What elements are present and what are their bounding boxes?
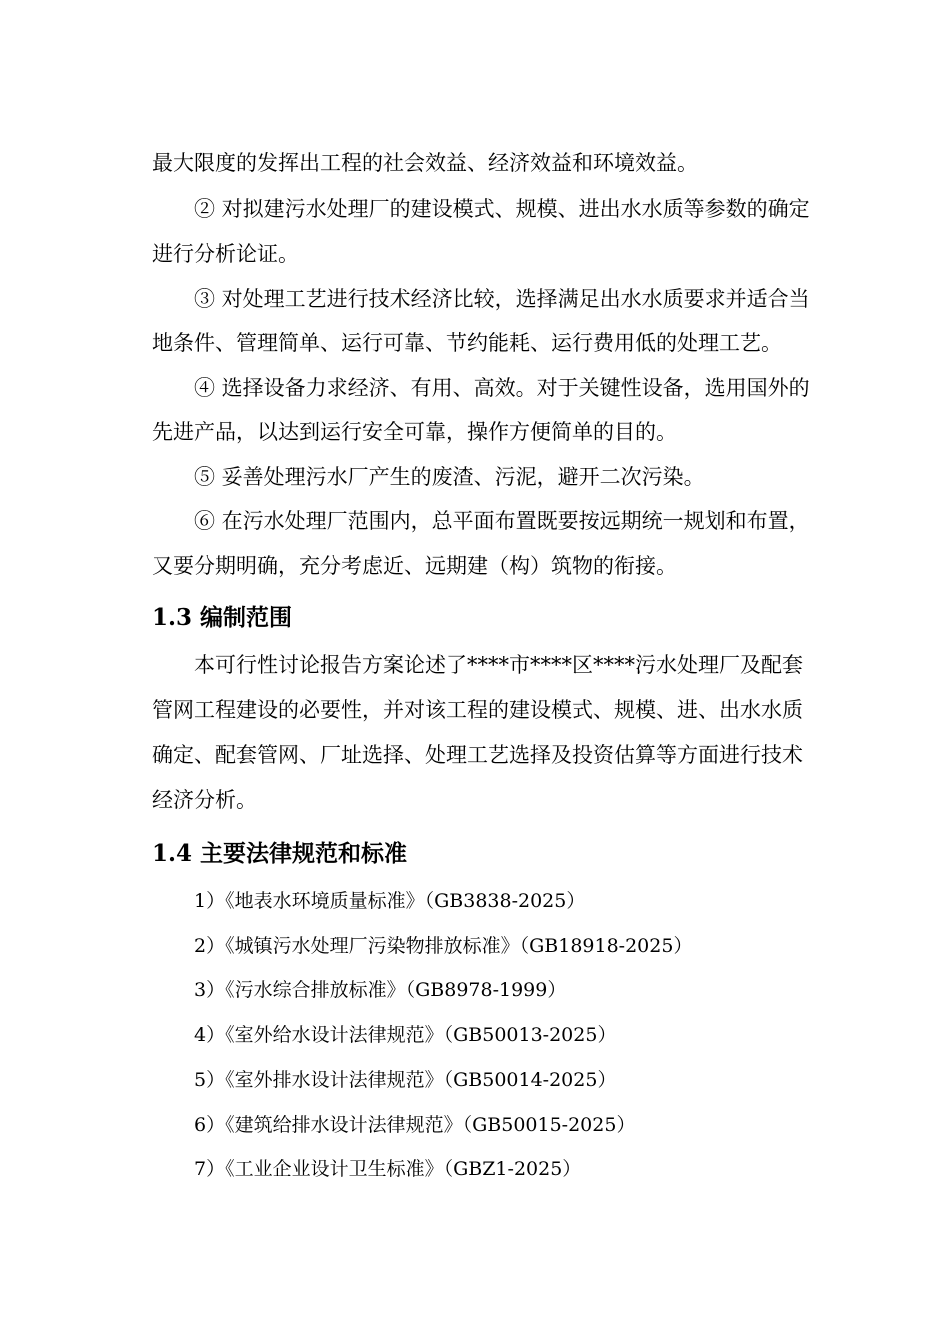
scope-line-3: 确定、配套管网、厂址选择、处理工艺选择及投资估算等方面进行技术 xyxy=(152,743,803,767)
reference-item: 5）《室外排水设计法律规范》（GB50014-2025） xyxy=(194,1069,617,1091)
principle-3-line-2: 地条件、管理简单、运行可靠、节约能耗、运行费用低的处理工艺。 xyxy=(152,331,782,355)
principle-6-line-1: ⑥ 在污水处理厂范围内，总平面布置既要按远期统一规划和布置， xyxy=(194,509,810,533)
paragraph-line: 最大限度的发挥出工程的社会效益、经济效益和环境效益。 xyxy=(152,151,698,175)
principle-6-line-2: 又要分期明确，充分考虑近、远期建（构）筑物的衔接。 xyxy=(152,554,677,578)
principle-4-line-1: ④ 选择设备力求经济、有用、高效。对于关键性设备，选用国外的 xyxy=(194,376,810,400)
section-1-3-heading: 1.3 编制范围 xyxy=(152,604,293,631)
scope-line-1: 本可行性讨论报告方案论述了****市****区****污水处理厂及配套 xyxy=(194,653,803,677)
principle-2-line-1: ② 对拟建污水处理厂的建设模式、规模、进出水水质等参数的确定 xyxy=(194,197,810,221)
reference-item: 3）《污水综合排放标准》（GB8978-1999） xyxy=(194,979,567,1001)
scope-line-2: 管网工程建设的必要性，并对该工程的建设模式、规模、进、出水水质 xyxy=(152,698,803,722)
section-1-4-heading: 1.4 主要法律规范和标准 xyxy=(152,840,408,867)
scope-line-4: 经济分析。 xyxy=(152,788,257,812)
reference-item: 4）《室外给水设计法律规范》（GB50013-2025） xyxy=(194,1024,617,1046)
reference-item: 7）《工业企业设计卫生标准》（GBZ1-2025） xyxy=(194,1158,582,1180)
principle-3-line-1: ③ 对处理工艺进行技术经济比较，选择满足出水水质要求并适合当 xyxy=(194,287,810,311)
principle-5-line-1: ⑤ 妥善处理污水厂产生的废渣、污泥，避开二次污染。 xyxy=(194,465,705,489)
principle-2-line-2: 进行分析论证。 xyxy=(152,242,299,266)
reference-item: 6）《建筑给排水设计法律规范》（GB50015-2025） xyxy=(194,1114,636,1136)
principle-4-line-2: 先进产品，以达到运行安全可靠，操作方便简单的目的。 xyxy=(152,420,677,444)
reference-item: 1）《地表水环境质量标准》（GB3838-2025） xyxy=(194,890,586,912)
reference-item: 2）《城镇污水处理厂污染物排放标准》（GB18918-2025） xyxy=(194,935,693,957)
